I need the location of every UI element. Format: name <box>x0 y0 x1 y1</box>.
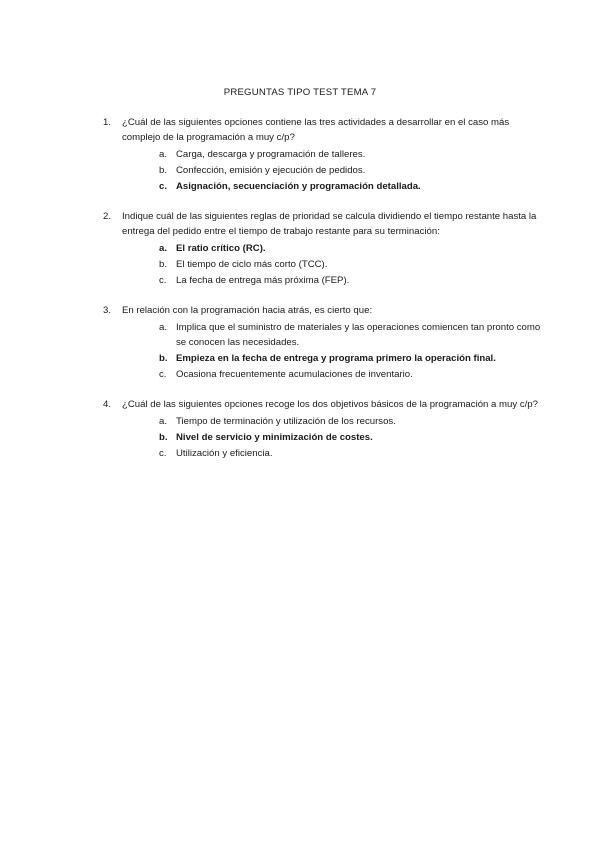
option-c <box>159 367 543 382</box>
option-list <box>122 147 543 194</box>
option-letter: c. <box>159 181 168 192</box>
question-2 <box>103 209 543 288</box>
option-text: El ratio crítico (RC). <box>176 243 266 254</box>
option-letter: c. <box>159 275 167 286</box>
option-text: Implica que el suministro de materiales y las operaciones comiencen tan pronto como se conocen las necesidades. <box>176 322 541 348</box>
question-text: ¿Cuál de las siguientes opciones recoge los dos objetivos básicos de la programación a muy c/p? <box>122 399 538 410</box>
option-letter: c. <box>159 369 167 380</box>
option-list <box>122 241 543 288</box>
option-b-correct <box>159 351 543 366</box>
option-letter: c. <box>159 448 167 459</box>
option-letter: b. <box>159 432 168 443</box>
option-letter: a. <box>159 149 168 160</box>
option-text: Utilización y eficiencia. <box>176 448 273 459</box>
question-number: 4. <box>103 399 112 410</box>
option-a-correct <box>159 241 543 256</box>
option-text: El tiempo de ciclo más corto (TCC). <box>176 259 328 270</box>
option-list <box>122 320 543 382</box>
question-number: 3. <box>103 305 112 316</box>
option-a <box>159 414 543 429</box>
option-letter: b. <box>159 165 168 176</box>
option-text: Ocasiona frecuentemente acumulaciones de inventario. <box>176 369 413 380</box>
question-text: En relación con la programación hacia atrás, es cierto que: <box>122 305 373 316</box>
question-number: 1. <box>103 117 112 128</box>
page-title: PREGUNTAS TIPO TEST TEMA 7 <box>223 87 377 98</box>
option-b-correct <box>159 430 543 445</box>
option-text: Asignación, secuenciación y programación detallada. <box>176 181 421 192</box>
question-1 <box>103 115 543 194</box>
option-c-correct <box>159 179 543 194</box>
option-letter: a. <box>159 322 168 333</box>
question-text: ¿Cuál de las siguientes opciones contiene las tres actividades a desarrollar en el caso más complejo de la programación a muy c/p? <box>122 117 510 143</box>
option-letter: b. <box>159 259 168 270</box>
question-4 <box>103 397 543 461</box>
option-c <box>159 273 543 288</box>
option-b <box>159 257 543 272</box>
option-letter: a. <box>159 416 168 427</box>
option-text: Tiempo de terminación y utilización de los recursos. <box>176 416 396 427</box>
option-a <box>159 147 543 162</box>
question-number: 2. <box>103 211 112 222</box>
option-a <box>159 320 543 350</box>
question-3 <box>103 303 543 382</box>
option-text: Confección, emisión y ejecución de pedidos. <box>176 165 366 176</box>
option-c <box>159 446 543 461</box>
option-list <box>122 414 543 461</box>
option-text: Empieza en la fecha de entrega y programa primero la operación final. <box>176 353 496 364</box>
option-letter: a. <box>159 243 168 254</box>
option-b <box>159 163 543 178</box>
question-text: Indique cuál de las siguientes reglas de prioridad se calcula dividiendo el tiempo restante hasta la entrega del pedido entre el tiempo de trabajo restante para su terminación: <box>122 211 537 237</box>
option-text: Nivel de servicio y minimización de costes. <box>176 432 373 443</box>
option-text: La fecha de entrega más próxima (FEP). <box>176 275 350 286</box>
option-letter: b. <box>159 353 168 364</box>
question-list <box>103 115 543 476</box>
option-text: Carga, descarga y programación de talleres. <box>176 149 366 160</box>
